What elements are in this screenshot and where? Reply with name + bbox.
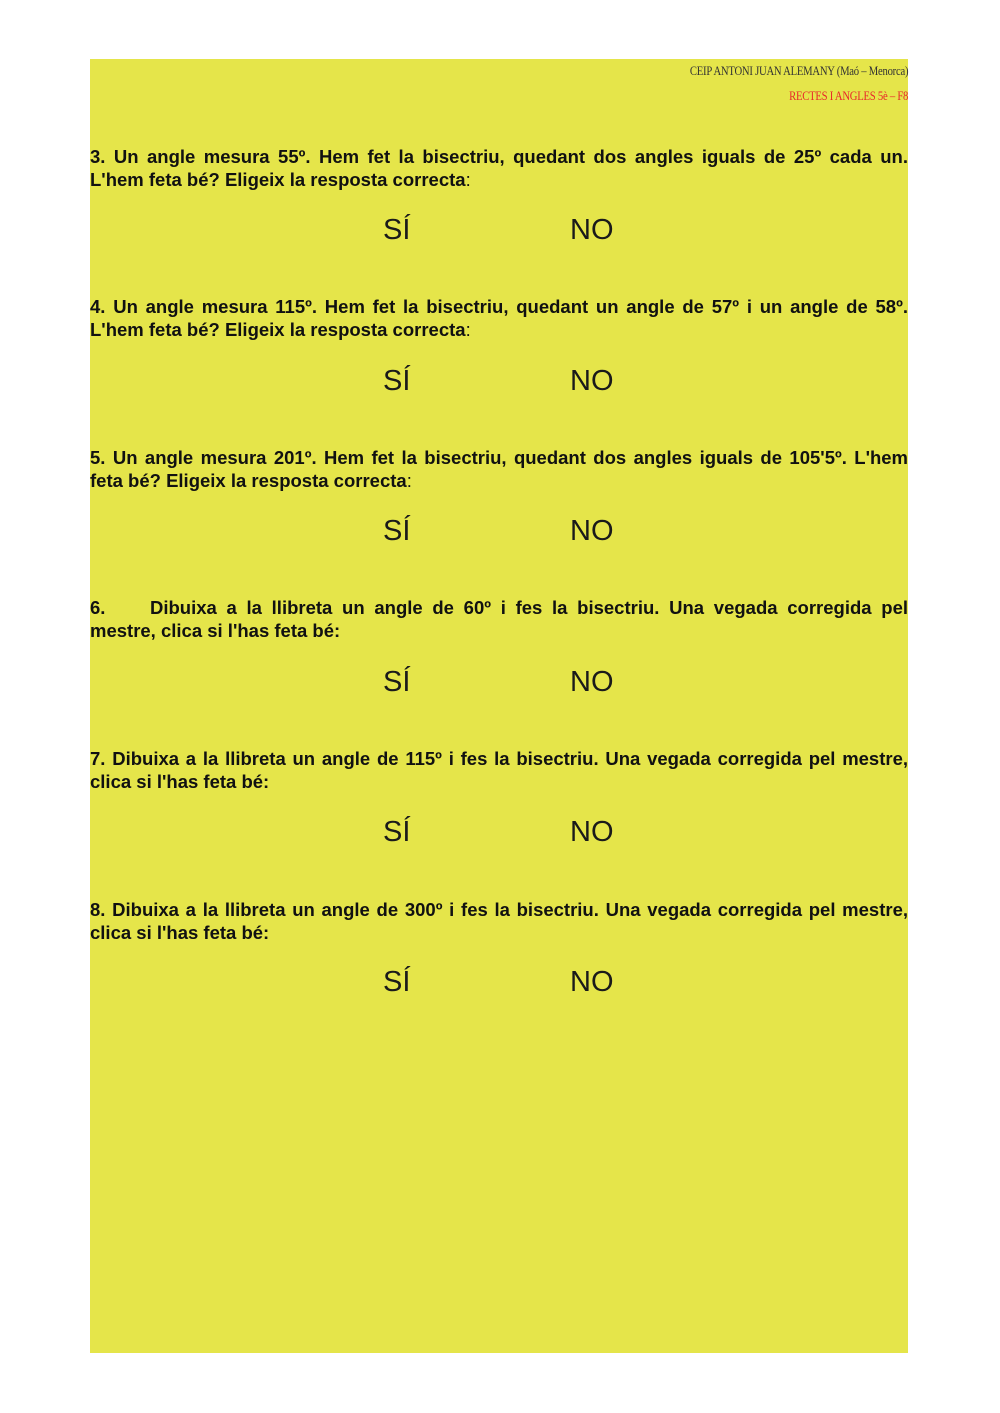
- question-number: 6.: [90, 597, 106, 618]
- worksheet-page: [90, 59, 908, 1353]
- answer-yes-button[interactable]: SÍ: [383, 666, 411, 698]
- question-colon: :: [465, 169, 471, 190]
- question-text: Un angle mesura 115º. Hem fet la bisectriu, quedant un angle de 57º i un angle de 58º. L'hem feta bé? Eligeix la resposta correcta: [90, 296, 908, 340]
- answer-yes-button[interactable]: SÍ: [383, 214, 411, 246]
- question-text: Dibuixa a la llibreta un angle de 300º i fes la bisectriu. Una vegada corregida pel mestre, clica si l'has feta bé:: [90, 899, 908, 943]
- question-number: 3.: [90, 146, 106, 167]
- question-text: Un angle mesura 201º. Hem fet la bisectriu, quedant dos angles iguals de 105'5º. L'hem feta bé? Eligeix la resposta correcta: [90, 447, 909, 491]
- question-5: [90, 446, 908, 492]
- question-number: 5.: [90, 447, 106, 468]
- answer-no-button[interactable]: NO: [570, 666, 614, 698]
- question-8: [90, 898, 908, 944]
- question-6: [90, 596, 908, 642]
- answer-no-button[interactable]: NO: [570, 365, 614, 397]
- question-4: [90, 295, 908, 341]
- answer-yes-button[interactable]: SÍ: [383, 966, 411, 998]
- answer-yes-button[interactable]: SÍ: [383, 515, 411, 547]
- question-number: 7.: [90, 748, 106, 769]
- answer-no-button[interactable]: NO: [570, 816, 614, 848]
- question-7: [90, 747, 908, 793]
- answer-yes-button[interactable]: SÍ: [383, 365, 411, 397]
- answer-yes-button[interactable]: SÍ: [383, 816, 411, 848]
- question-number: 4.: [90, 296, 106, 317]
- question-colon: :: [406, 470, 412, 491]
- school-header: CEIP ANTONI JUAN ALEMANY (Maó – Menorca): [689, 63, 908, 78]
- answer-no-button[interactable]: NO: [570, 966, 614, 998]
- question-text: Dibuixa a la llibreta un angle de 115º i fes la bisectriu. Una vegada corregida pel mestre, clica si l'has feta bé:: [90, 748, 909, 792]
- unit-header: RECTES I ANGLES 5è – F8: [788, 88, 908, 103]
- question-3: [90, 145, 908, 191]
- answer-no-button[interactable]: NO: [570, 214, 614, 246]
- answer-no-button[interactable]: NO: [570, 515, 614, 547]
- question-text: Un angle mesura 55º. Hem fet la bisectriu, quedant dos angles iguals de 25º cada un. L'hem feta bé? Eligeix la resposta correcta: [90, 146, 908, 190]
- question-colon: :: [465, 319, 471, 340]
- question-number: 8.: [90, 899, 106, 920]
- question-text: Dibuixa a la llibreta un angle de 60º i fes la bisectriu. Una vegada corregida pel mestre, clica si l'has feta bé:: [90, 597, 908, 641]
